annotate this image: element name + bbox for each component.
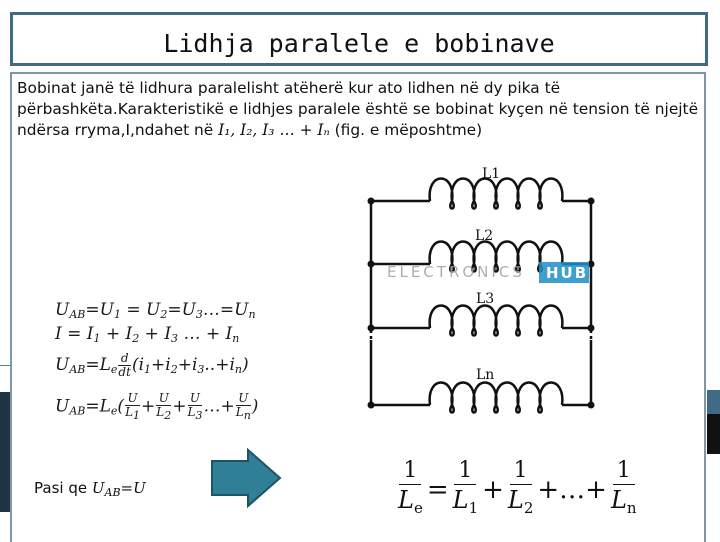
node-dot	[588, 402, 595, 409]
inductor-coil-1	[430, 179, 563, 209]
coil-label-2: L2	[475, 228, 494, 244]
coil-label-n: Ln	[476, 367, 495, 383]
coil-label-3: L3	[476, 291, 495, 307]
node-dot	[588, 198, 595, 205]
equation-voltage: $U_{AB}=U_1$ = $U_2=U_3\dots=U_n$	[55, 300, 256, 321]
equation-substitution: $U_{AB}=L_e$( $\frac{U}{L1}$ + $\frac{U}{L2}$ + $\frac{U}{L3}$ …+ $\frac{U}{Ln}$ )	[55, 391, 259, 422]
result-equation: $\frac{1}{L_e}$ = $\frac{1}{L_1}$ + $\frac{1}{L_2}$ +…+ $\frac{1}{L_n}$	[398, 457, 637, 517]
conclusion-condition: $U_{AB}=U$	[91, 479, 146, 499]
conclusion-prefix: Pasi qe	[34, 479, 92, 497]
node-dot	[368, 198, 375, 205]
inductor-coil-4	[430, 383, 563, 413]
watermark	[387, 262, 589, 283]
intro-tail: (fig. e mëposhtme)	[329, 121, 483, 139]
node-dot	[368, 402, 375, 409]
intro-currents: I₁, I₂, I₃ … + Iₙ	[218, 121, 330, 139]
node-dot	[368, 261, 375, 268]
equation-derivative: $U_{AB}=L_e$ $\frac{d}{dt}$ $(i_1+i_2+i_3..+i_n)$	[55, 351, 249, 379]
node-dot	[368, 325, 375, 332]
watermark-left: ELECTRONICS	[387, 263, 525, 281]
node-dot	[588, 325, 595, 332]
watermark-right: HUB	[546, 264, 589, 282]
conclusion-line	[34, 479, 146, 499]
right-arrow-icon	[212, 450, 280, 506]
intro-text: Bobinat janë të lidhura paralelisht atëherë kur ato lidhen në dy pika të përbashkëta.Karakteristikë e lidhjes paralele është se bobinat kyçen në tension të njejtë ndërsa rryma,I,ndahet në	[17, 79, 699, 139]
coil-label-1: L1	[482, 166, 501, 182]
inductor-coil-3	[430, 306, 563, 336]
equation-current: $I = I_1 + I_2 + I_3$ … + $I_n$	[55, 324, 240, 345]
slide-title: Lidhja paralele e bobinave	[163, 29, 555, 58]
